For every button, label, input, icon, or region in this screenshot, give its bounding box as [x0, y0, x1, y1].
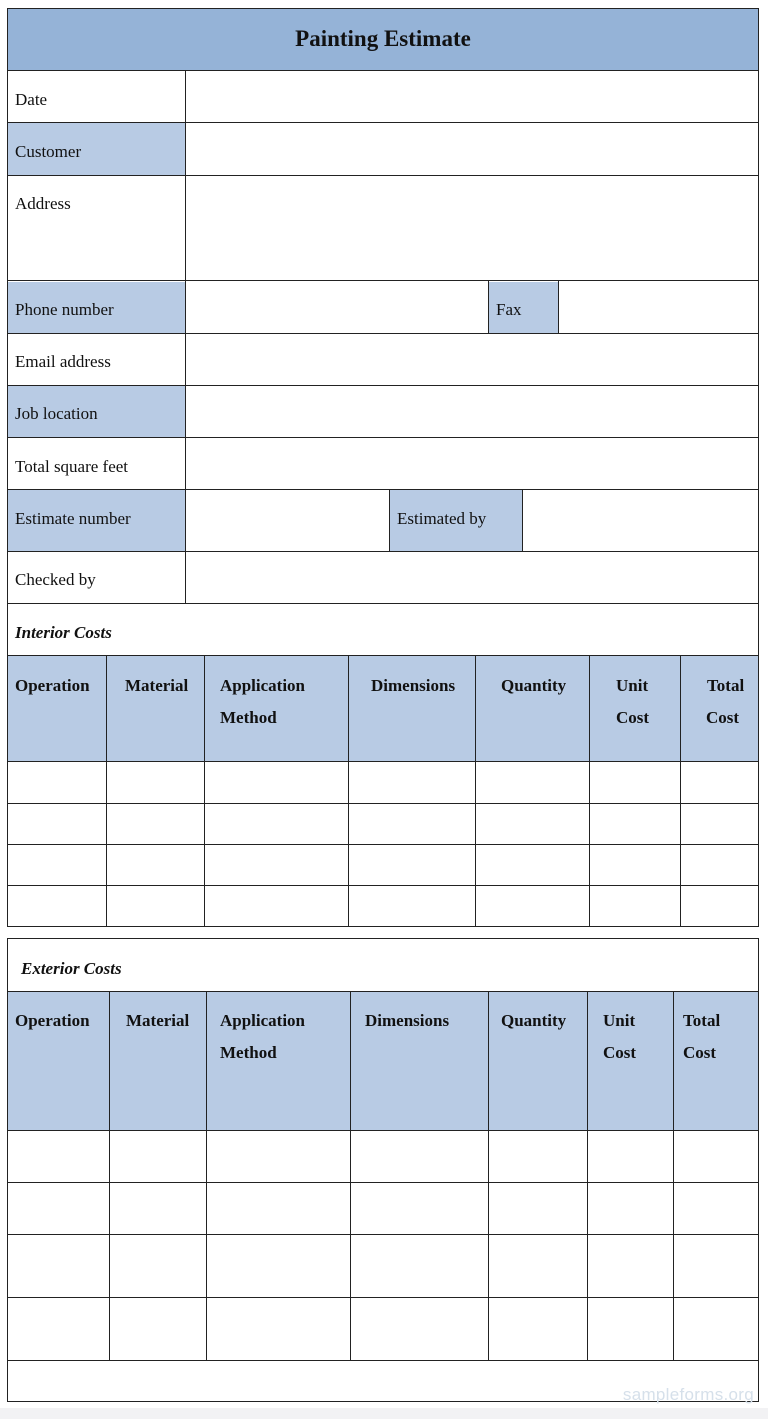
estimated-by-field[interactable] — [523, 490, 758, 551]
exterior-row[interactable] — [8, 1298, 758, 1360]
bottom-strip — [0, 1408, 768, 1419]
job-location-label: Job location — [15, 404, 98, 423]
date-label: Date — [15, 90, 48, 109]
exterior-header-total: Total — [683, 1011, 721, 1030]
estimate-number-field[interactable] — [186, 490, 389, 551]
exterior-header-method: Method — [220, 1043, 277, 1062]
checked-by-field[interactable] — [186, 552, 758, 603]
interior-header-unit: Unit — [616, 676, 649, 695]
interior-header-total-cost: Cost — [706, 708, 740, 727]
form-title: Painting Estimate — [295, 26, 471, 51]
fax-label: Fax — [496, 300, 522, 319]
interior-header-material: Material — [125, 676, 189, 695]
customer-label: Customer — [15, 142, 82, 161]
checked-by-label: Checked by — [15, 570, 96, 589]
phone-number-label: Phone number — [15, 300, 114, 319]
interior-header-application: Application — [220, 676, 306, 695]
interior-header-operation: Operation — [15, 676, 90, 695]
interior-header-dimensions: Dimensions — [371, 676, 456, 695]
exterior-header-material: Material — [126, 1011, 190, 1030]
total-square-feet-field[interactable] — [186, 438, 758, 489]
interior-header-unit-cost: Cost — [616, 708, 650, 727]
exterior-header-application: Application — [220, 1011, 306, 1030]
interior-costs-heading: Interior Costs — [15, 623, 112, 642]
exterior-row[interactable] — [8, 1183, 758, 1234]
interior-row[interactable] — [8, 762, 758, 803]
address-field[interactable] — [186, 176, 758, 280]
interior-row[interactable] — [8, 845, 758, 885]
date-field[interactable] — [186, 71, 758, 122]
exterior-costs-heading: Exterior Costs — [21, 959, 122, 978]
job-location-field[interactable] — [186, 386, 758, 437]
exterior-header-quantity: Quantity — [501, 1011, 567, 1030]
exterior-header-total-cost: Cost — [683, 1043, 717, 1062]
interior-row[interactable] — [8, 886, 758, 926]
exterior-row[interactable] — [8, 1131, 758, 1182]
interior-header-quantity: Quantity — [501, 676, 567, 695]
estimate-number-label: Estimate number — [15, 509, 131, 528]
exterior-header-operation: Operation — [15, 1011, 90, 1030]
customer-field[interactable] — [186, 123, 758, 175]
interior-header-total: Total — [707, 676, 745, 695]
interior-header-method: Method — [220, 708, 277, 727]
email-address-field[interactable] — [186, 334, 758, 385]
address-label: Address — [15, 194, 71, 213]
exterior-row[interactable] — [8, 1235, 758, 1297]
exterior-header-unit: Unit — [603, 1011, 636, 1030]
interior-row[interactable] — [8, 804, 758, 844]
fax-field[interactable] — [559, 281, 758, 333]
exterior-header-dimensions: Dimensions — [365, 1011, 450, 1030]
phone-number-field[interactable] — [186, 281, 488, 333]
watermark: sampleforms.org — [622, 1385, 754, 1404]
total-square-feet-label: Total square feet — [15, 457, 129, 476]
email-address-label: Email address — [15, 352, 111, 371]
exterior-header-unit-cost: Cost — [603, 1043, 637, 1062]
estimated-by-label: Estimated by — [397, 509, 487, 528]
